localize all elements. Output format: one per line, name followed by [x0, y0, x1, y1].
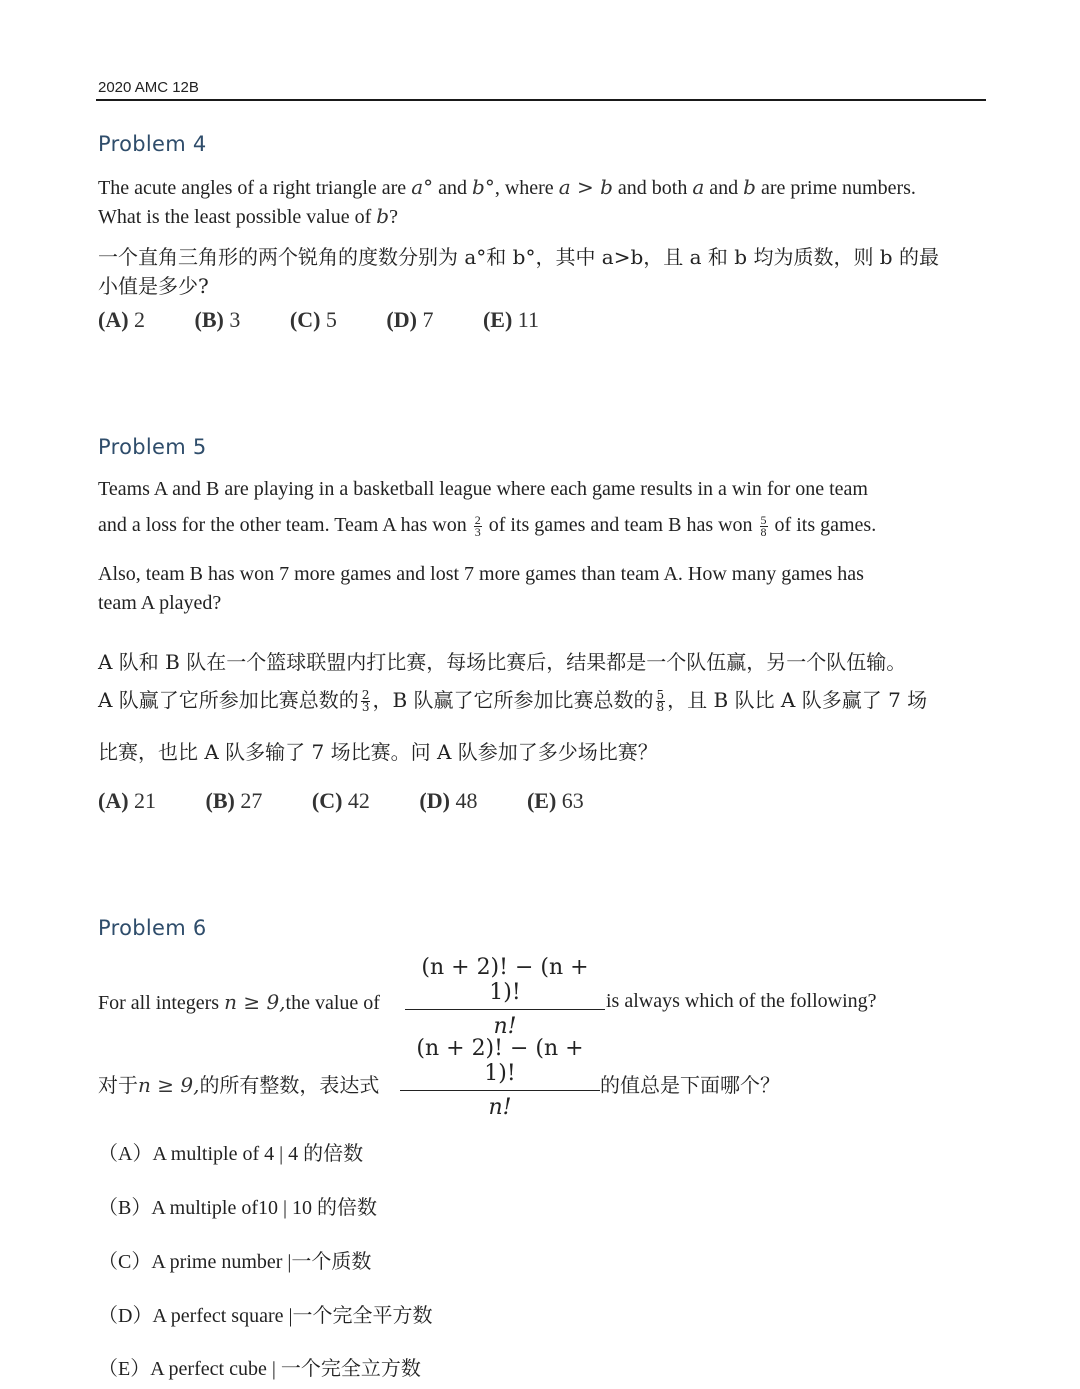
problem-5-zh-line2: A 队赢了它所参加比赛总数的 $\frac{2}{3}$ ，B 队赢了它所参加比赛总数的 $\frac{5}{8}$ ，且 B 队比 A 队多赢了 7 场	[98, 688, 928, 714]
header-divider	[96, 99, 986, 101]
problem-6-en-text-c: is always which of the following?	[606, 990, 877, 1012]
choice-c: (C) 5	[289, 307, 337, 332]
problem-5-en-line1: Teams A and B are playing in a basketball league where each game results in a win for one team	[98, 478, 868, 500]
choice-d: (D) 7	[386, 307, 434, 332]
choice-c: (C) 42	[311, 788, 370, 813]
problem-6-title: Problem 6	[98, 916, 207, 940]
problem-5-choices	[98, 788, 628, 814]
problem-4-zh-line1: 一个直角三角形的两个锐角的度数分别为 a°和 b°，其中 a>b，且 a 和 b 均为质数，则 b 的最	[98, 245, 939, 269]
problem-6-zh-text-c: 的值总是下面哪个？	[600, 1073, 780, 1097]
problem-4-choices	[98, 307, 583, 333]
problem-6-option-d: （D）A perfect square |一个完全平方数	[98, 1305, 433, 1327]
fraction-five-eighths: $\frac{5}{8}$	[760, 512, 767, 539]
choice-a: (A) 21	[98, 788, 157, 813]
problem-6-option-c: （C）A prime number |一个质数	[98, 1251, 372, 1273]
problem-5-zh-line1: A 队和 B 队在一个篮球联盟内打比赛，每场比赛后，结果都是一个队伍赢，另一个队伍输。	[98, 650, 907, 674]
problem-5-en-line3: Also, team B has won 7 more games and lost 7 more games than team A. How many games has	[98, 563, 864, 585]
fraction-two-thirds: $\frac{2}{3}$	[474, 512, 481, 539]
problem-6-option-b: （B）A multiple of10 | 10 的倍数	[98, 1197, 378, 1219]
problem-6-expression-zh: $\frac{(n + 2)! - (n + 1)!}{n!}$	[400, 1036, 600, 1120]
problem-4-en-line2: What is the least possible value of b?	[98, 204, 398, 228]
problem-6-option-a: （A）A multiple of 4 | 4 的倍数	[98, 1143, 364, 1165]
choice-b: (B) 27	[205, 788, 263, 813]
problem-6-expression-en: $\frac{(n + 2)! - (n + 1)!}{n!}$	[405, 955, 605, 1039]
problem-5-en-line4: team A played?	[98, 592, 222, 614]
choice-d: (D) 48	[419, 788, 478, 813]
problem-6-option-e: （E）A perfect cube | 一个完全立方数	[98, 1358, 421, 1380]
problem-4-zh-line2: 小值是多少?	[98, 274, 209, 298]
problem-5-en-line2: and a loss for the other team. Team A has won $\frac{2}{3}$ of its games and team B has won $\frac{5}{8}$ of its games.	[98, 512, 877, 539]
problem-5-title: Problem 5	[98, 435, 207, 459]
choice-e: (E) 11	[482, 307, 539, 332]
problem-5-zh-line3: 比赛，也比 A 队多输了 7 场比赛。问 A 队参加了多少场比赛？	[98, 740, 658, 764]
problem-4-title: Problem 4	[98, 132, 207, 156]
choice-a: (A) 2	[98, 307, 146, 332]
document-header: 2020 AMC 12B	[98, 79, 199, 96]
problem-6-zh-text-a: 对于n ≥ 9,的所有整数，表达式	[98, 1073, 380, 1097]
problem-6-en-text-a: For all integers n ≥ 9,the value of	[98, 990, 380, 1014]
choice-b: (B) 3	[194, 307, 241, 332]
problem-4-en-line1: The acute angles of a right triangle are a° and b°, where a > b and both a and b are prime numbers.	[98, 175, 916, 199]
choice-e: (E) 63	[526, 788, 584, 813]
